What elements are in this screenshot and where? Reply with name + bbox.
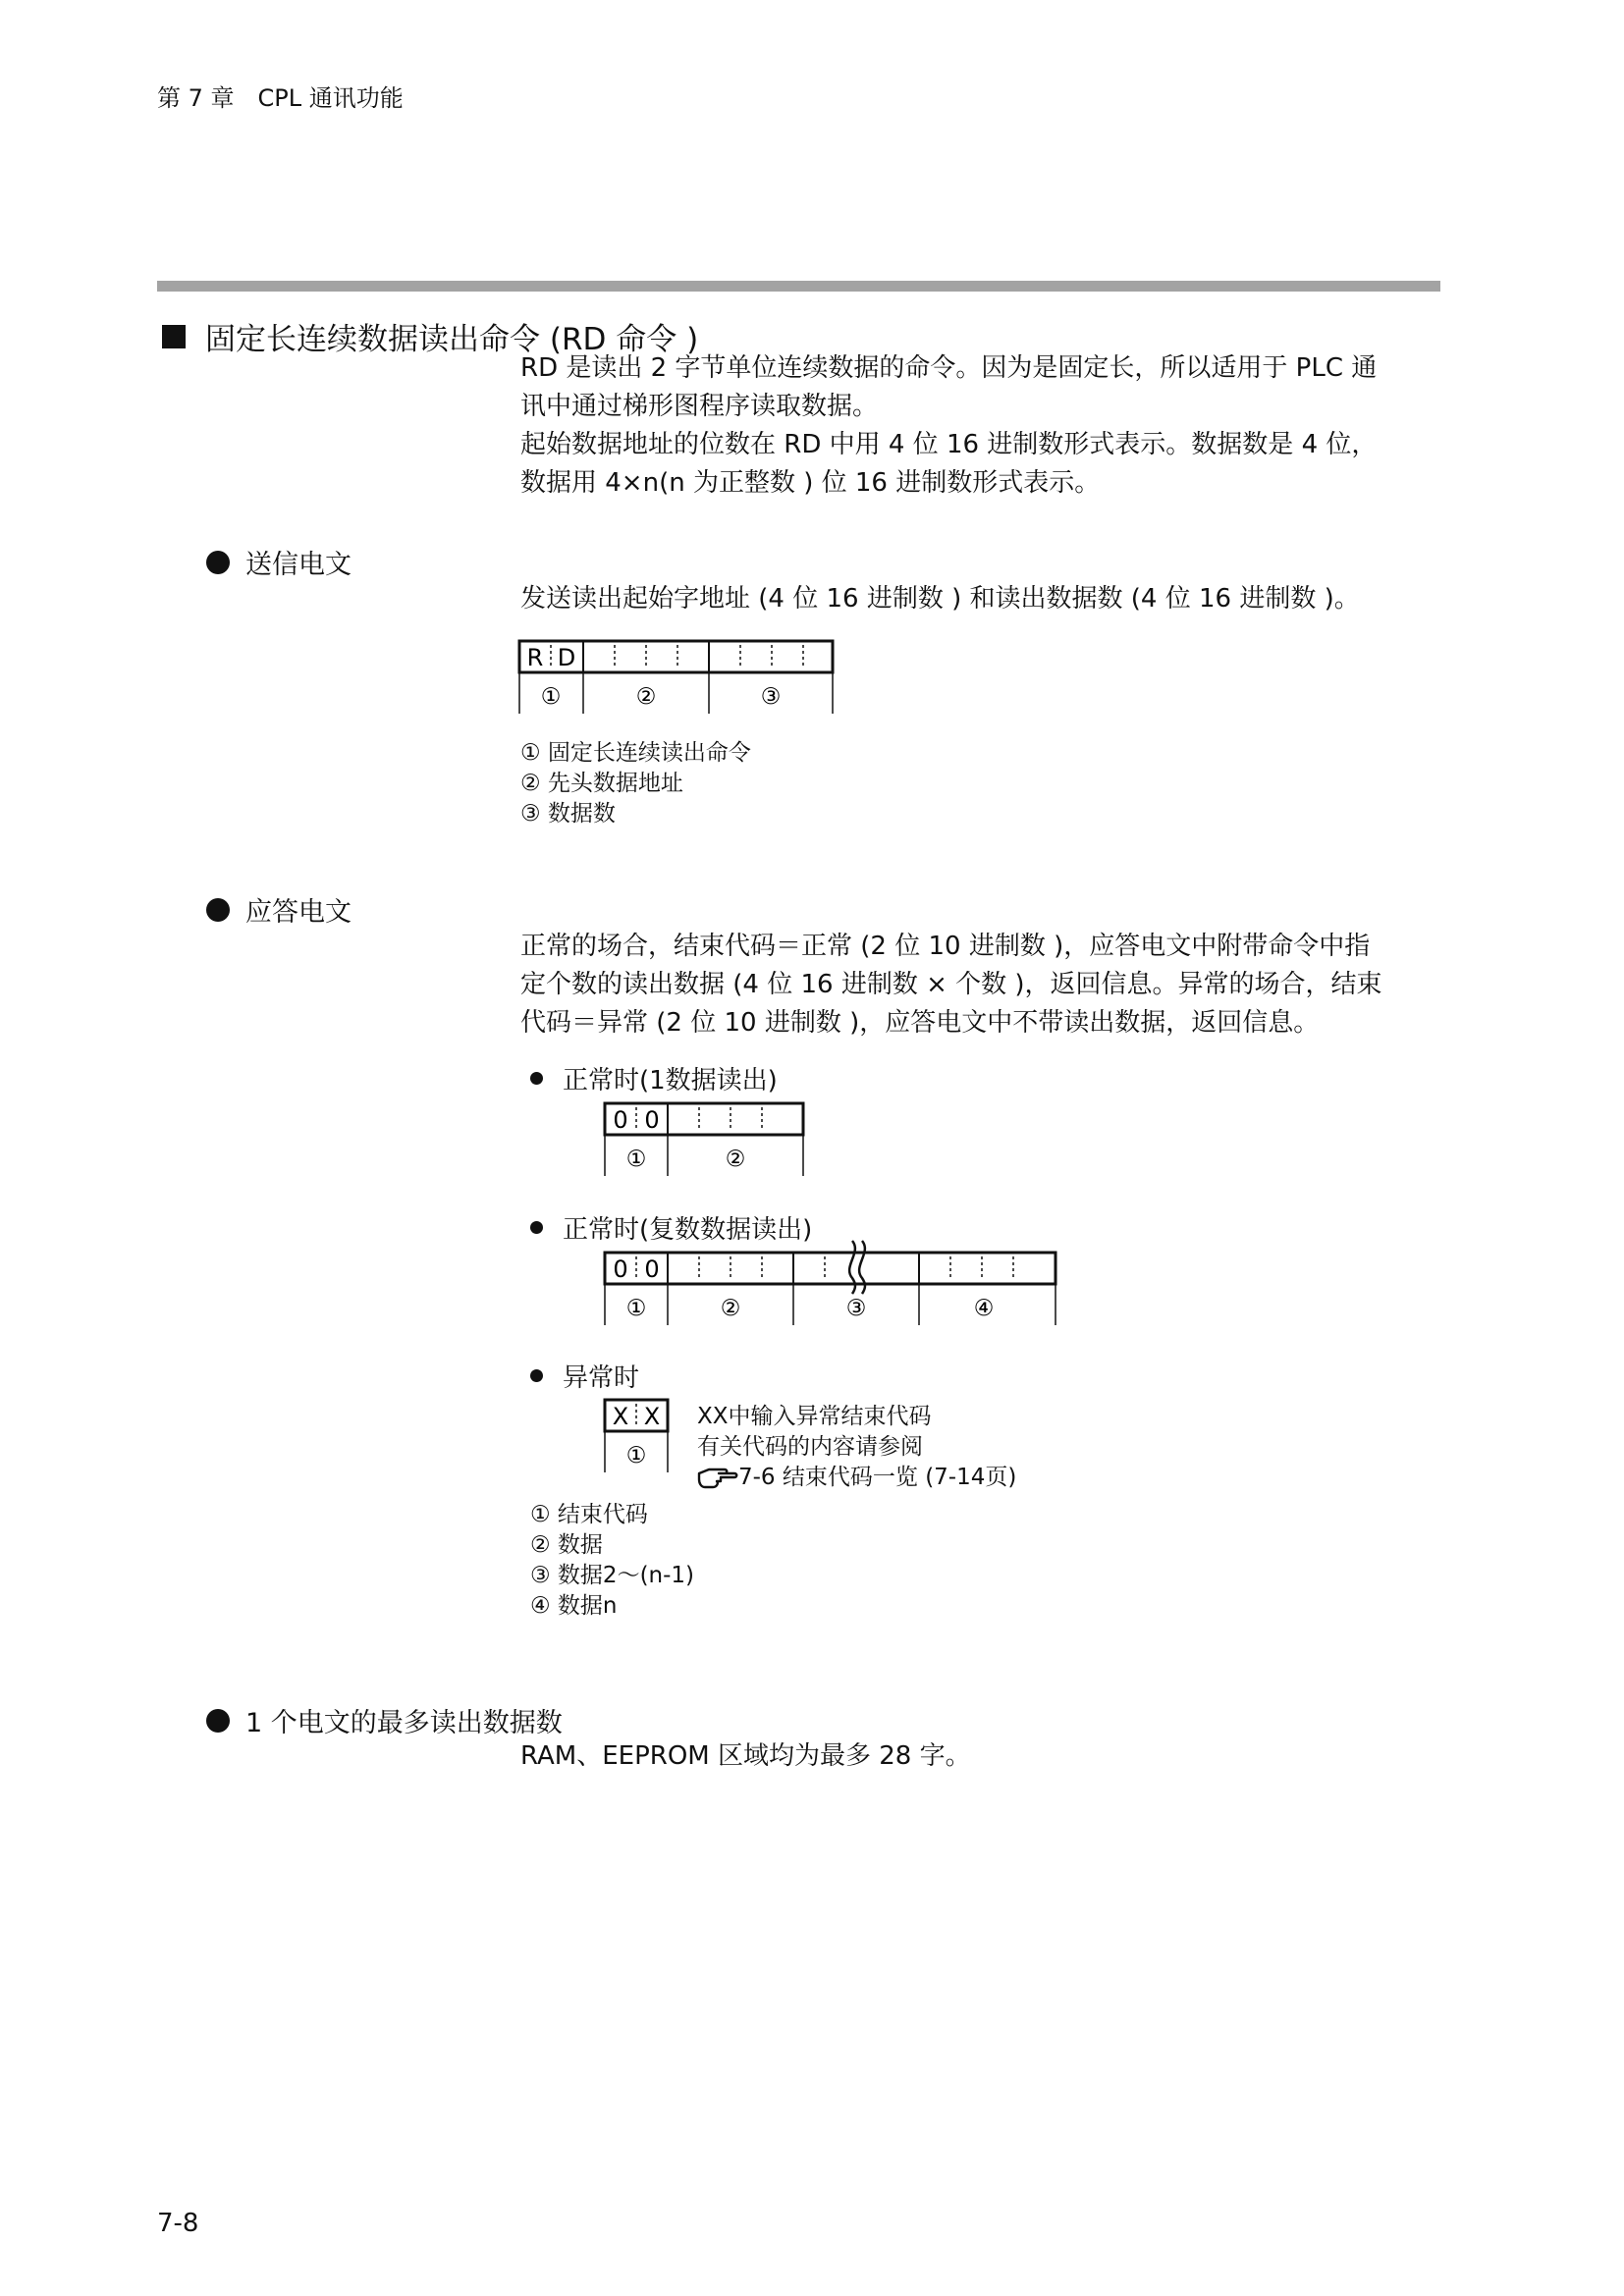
send-note: ② 先头数据地址 <box>520 771 683 796</box>
small-bullet-icon <box>530 1221 543 1234</box>
normal1-frame-diagram <box>599 1097 805 1181</box>
response-line: 定个数的读出数据 (4 位 16 进制数 × 个数 )，返回信息。异常的场合，结束 <box>520 970 1382 999</box>
normal2-frame-diagram <box>599 1237 1060 1330</box>
response-desc <box>520 928 1443 1042</box>
reference-link[interactable] <box>697 1463 1016 1493</box>
field-mark-1: ① <box>540 684 562 710</box>
abnormal-heading <box>530 1358 639 1394</box>
cell-0: 0 <box>644 1106 660 1134</box>
intro-line: 讯中通过梯形图程序读取数据。 <box>520 392 879 421</box>
cell-0: 0 <box>644 1255 660 1283</box>
response-note: ① 结束代码 <box>530 1502 648 1527</box>
abnormal-label: 异常时 <box>563 1363 640 1393</box>
field-mark-1: ① <box>625 1296 647 1321</box>
pointing-hand-icon <box>697 1466 738 1491</box>
bullet-icon <box>206 1709 230 1733</box>
bullet-icon <box>206 551 230 574</box>
field-mark-2: ② <box>635 684 657 710</box>
bullet-icon <box>206 898 230 922</box>
send-notes <box>520 738 751 829</box>
max-heading-text: 1 个电文的最多读出数据数 <box>245 1708 563 1738</box>
intro-line: RD 是读出 2 字节单位连续数据的命令。因为是固定长，所以适用于 PLC 通 <box>520 353 1378 383</box>
max-desc: RAM、EEPROM 区域均为最多 28 字。 <box>520 1741 971 1771</box>
response-heading <box>206 890 352 929</box>
intro-line: 数据用 4×n(n 为正整数 ) 位 16 进制数形式表示。 <box>520 468 1101 498</box>
field-mark-3: ③ <box>845 1296 867 1321</box>
response-note: ② 数据 <box>530 1532 603 1558</box>
response-notes <box>530 1500 694 1622</box>
send-desc: 发送读出起始字地址 (4 位 16 进制数 ) 和读出数据数 (4 位 16 进制数 )。 <box>520 584 1360 614</box>
send-note: ① 固定长连续读出命令 <box>520 740 751 766</box>
abnormal-note-line: 有关代码的内容请参阅 <box>697 1434 923 1460</box>
chapter-header: 第 7 章 CPL 通讯功能 <box>157 84 404 112</box>
field-mark-4: ④ <box>973 1296 995 1321</box>
field-mark-3: ③ <box>760 684 782 710</box>
normal1-heading <box>530 1060 778 1096</box>
small-bullet-icon <box>530 1369 543 1382</box>
square-bullet-icon <box>162 325 186 348</box>
small-bullet-icon <box>530 1072 543 1085</box>
section-title-text: 固定长连续数据读出命令 (RD 命令 ) <box>205 322 699 357</box>
response-note: ④ 数据n <box>530 1593 618 1619</box>
response-line: 正常的场合，结束代码＝正常 (2 位 10 进制数 )，应答电文中附带命令中指 <box>520 932 1371 961</box>
intro-line: 起始数据地址的位数在 RD 中用 4 位 16 进制数形式表示。数据数是 4 位， <box>520 430 1378 459</box>
reference-text: 7-6 结束代码一览 (7-14页) <box>738 1465 1017 1490</box>
response-heading-text: 应答电文 <box>245 897 352 928</box>
max-heading <box>206 1701 563 1739</box>
normal1-label: 正常时(1数据读出) <box>563 1066 778 1095</box>
abnormal-frame-diagram <box>599 1394 687 1477</box>
field-mark-1: ① <box>625 1147 647 1172</box>
cell-0: 0 <box>613 1106 628 1134</box>
cell-0: 0 <box>613 1255 628 1283</box>
send-frame-diagram <box>511 633 844 717</box>
cell-r: R <box>526 644 544 671</box>
send-heading <box>206 543 352 581</box>
cell-x: X <box>612 1403 629 1430</box>
field-mark-2: ② <box>720 1296 741 1321</box>
abnormal-note-line: XX中输入异常结束代码 <box>697 1404 932 1429</box>
section-rule <box>157 281 1440 292</box>
send-heading-text: 送信电文 <box>245 550 352 580</box>
intro-paragraph <box>520 349 1443 503</box>
send-note: ③ 数据数 <box>520 801 616 827</box>
response-note: ③ 数据2～(n-1) <box>530 1563 695 1588</box>
cell-x: X <box>643 1403 661 1430</box>
abnormal-note <box>697 1402 1016 1493</box>
field-mark-2: ② <box>725 1147 746 1172</box>
cell-d: D <box>557 644 576 671</box>
response-line: 代码＝异常 (2 位 10 进制数 )，应答电文中不带读出数据，返回信息。 <box>520 1008 1320 1038</box>
page-number: 7-8 <box>157 2209 199 2238</box>
field-mark-1: ① <box>625 1443 647 1468</box>
normal2-label: 正常时(复数数据读出) <box>563 1215 813 1245</box>
